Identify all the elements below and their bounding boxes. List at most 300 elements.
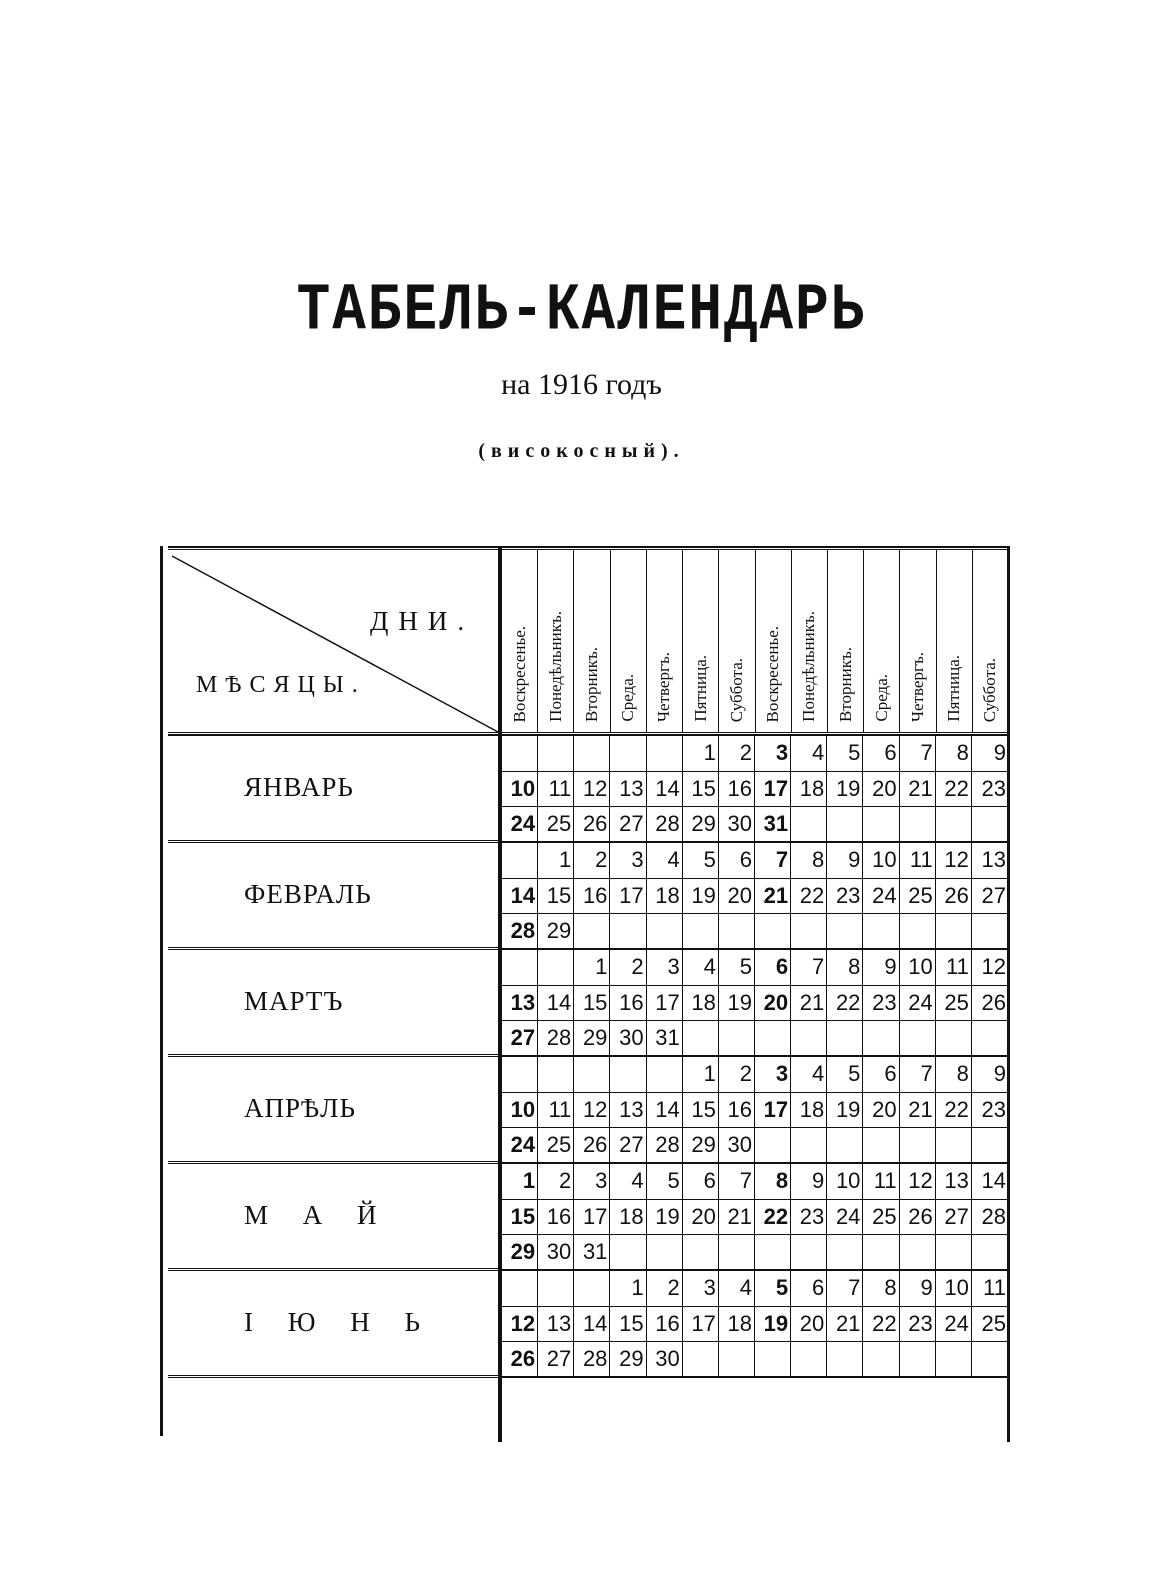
day-cell: 8 — [827, 950, 863, 986]
day-cell: 20 — [719, 879, 755, 915]
day-cell: 5 — [827, 1057, 863, 1093]
weekday-header-cell — [937, 550, 973, 732]
day-cell: 21 — [755, 879, 791, 915]
weekday-header-cell — [900, 550, 936, 732]
day-cell — [683, 1235, 719, 1271]
day-cell — [683, 914, 719, 950]
month-day-grid — [502, 950, 1008, 1057]
day-cell: 21 — [900, 772, 936, 808]
day-cell: 18 — [683, 986, 719, 1022]
day-cell: 22 — [863, 1307, 899, 1343]
day-cell — [936, 1021, 972, 1057]
day-cell: 28 — [538, 1021, 574, 1057]
day-cell: 25 — [863, 1200, 899, 1236]
day-cell: 26 — [574, 1128, 610, 1164]
weekday-label: Суббота. — [980, 657, 1000, 722]
day-cell: 14 — [647, 1093, 683, 1129]
weekday-header-cell — [647, 550, 683, 732]
month-block — [168, 1057, 1008, 1164]
day-cell: 8 — [863, 1271, 899, 1307]
day-cell: 26 — [900, 1200, 936, 1236]
day-cell — [900, 1021, 936, 1057]
day-cell: 18 — [719, 1307, 755, 1343]
day-cell: 28 — [647, 1128, 683, 1164]
day-cell: 14 — [972, 1164, 1008, 1200]
day-cell: 25 — [538, 1128, 574, 1164]
day-cell: 23 — [972, 1093, 1008, 1129]
day-cell: 6 — [683, 1164, 719, 1200]
day-cell: 8 — [936, 1057, 972, 1093]
day-cell: 8 — [791, 843, 827, 879]
day-cell: 27 — [502, 1021, 538, 1057]
day-cell: 25 — [936, 986, 972, 1022]
day-cell: 26 — [502, 1342, 538, 1378]
day-cell: 31 — [574, 1235, 610, 1271]
weekday-label: Среда. — [871, 674, 891, 722]
day-cell: 9 — [791, 1164, 827, 1200]
day-cell — [900, 1342, 936, 1378]
day-cell — [936, 914, 972, 950]
day-cell: 30 — [647, 1342, 683, 1378]
day-cell — [827, 1021, 863, 1057]
day-cell: 12 — [936, 843, 972, 879]
day-cell: 27 — [538, 1342, 574, 1378]
day-cell: 5 — [647, 1164, 683, 1200]
day-cell: 5 — [683, 843, 719, 879]
month-name: МАРТЪ — [244, 986, 344, 1016]
day-cell: 15 — [502, 1200, 538, 1236]
day-cell — [755, 1235, 791, 1271]
weekday-label: Пятница. — [690, 655, 710, 722]
day-cell: 9 — [827, 843, 863, 879]
day-cell: 17 — [755, 1093, 791, 1129]
day-cell: 24 — [502, 1128, 538, 1164]
day-cell: 6 — [863, 1057, 899, 1093]
day-cell: 12 — [900, 1164, 936, 1200]
day-cell: 26 — [574, 807, 610, 843]
day-cell: 19 — [755, 1307, 791, 1343]
day-cell: 10 — [863, 843, 899, 879]
day-cell — [972, 1342, 1008, 1378]
day-cell — [863, 807, 899, 843]
day-cell: 28 — [502, 914, 538, 950]
day-cell: 30 — [610, 1021, 646, 1057]
day-cell: 19 — [827, 1093, 863, 1129]
day-cell: 14 — [574, 1307, 610, 1343]
day-cell: 19 — [683, 879, 719, 915]
day-cell: 11 — [538, 1093, 574, 1129]
day-cell: 2 — [647, 1271, 683, 1307]
day-cell: 1 — [610, 1271, 646, 1307]
day-cell: 27 — [972, 879, 1008, 915]
day-cell — [610, 1057, 646, 1093]
day-cell: 17 — [647, 986, 683, 1022]
day-cell: 24 — [863, 879, 899, 915]
day-cell: 1 — [683, 1057, 719, 1093]
header-corner-cell — [168, 550, 502, 736]
day-cell: 15 — [574, 986, 610, 1022]
month-name: АПРѢЛЬ — [244, 1093, 356, 1123]
day-cell — [936, 1342, 972, 1378]
day-cell: 21 — [900, 1093, 936, 1129]
weekday-label: Воскресенье. — [763, 625, 783, 722]
day-cell: 18 — [647, 879, 683, 915]
day-cell — [791, 1235, 827, 1271]
day-cell — [647, 1057, 683, 1093]
day-cell — [827, 1235, 863, 1271]
day-cell: 8 — [755, 1164, 791, 1200]
day-cell: 20 — [791, 1307, 827, 1343]
day-cell: 16 — [538, 1200, 574, 1236]
month-name: ЯНВАРЬ — [244, 772, 354, 802]
day-cell: 5 — [827, 736, 863, 772]
day-cell: 9 — [863, 950, 899, 986]
day-cell — [683, 1021, 719, 1057]
month-name: I Ю Н Ь — [244, 1307, 434, 1337]
day-cell — [863, 1128, 899, 1164]
day-cell — [719, 914, 755, 950]
day-cell: 21 — [791, 986, 827, 1022]
weekday-header-cell — [574, 550, 610, 732]
day-cell — [827, 807, 863, 843]
day-cell: 27 — [936, 1200, 972, 1236]
day-cell — [574, 736, 610, 772]
day-cell — [972, 914, 1008, 950]
day-cell: 25 — [900, 879, 936, 915]
day-cell: 13 — [538, 1307, 574, 1343]
day-cell: 26 — [936, 879, 972, 915]
day-cell — [863, 1342, 899, 1378]
day-cell: 13 — [610, 1093, 646, 1129]
day-cell — [827, 1342, 863, 1378]
weekday-header-cell — [864, 550, 900, 732]
day-cell: 30 — [719, 1128, 755, 1164]
day-cell — [972, 1021, 1008, 1057]
day-cell: 29 — [610, 1342, 646, 1378]
day-cell: 1 — [683, 736, 719, 772]
day-cell: 3 — [683, 1271, 719, 1307]
day-cell: 12 — [972, 950, 1008, 986]
day-cell — [538, 736, 574, 772]
day-cell — [863, 1021, 899, 1057]
day-cell: 6 — [719, 843, 755, 879]
day-cell: 6 — [791, 1271, 827, 1307]
day-cell — [574, 1057, 610, 1093]
day-cell: 31 — [647, 1021, 683, 1057]
day-cell: 14 — [647, 772, 683, 808]
day-cell: 22 — [936, 772, 972, 808]
weekday-header-cell — [719, 550, 755, 732]
day-cell: 12 — [574, 1093, 610, 1129]
day-cell: 7 — [900, 736, 936, 772]
day-cell: 23 — [863, 986, 899, 1022]
day-cell: 5 — [719, 950, 755, 986]
day-cell: 18 — [791, 1093, 827, 1129]
day-cell — [574, 1271, 610, 1307]
month-block — [168, 950, 1008, 1057]
day-cell: 26 — [972, 986, 1008, 1022]
weekday-header-cell — [502, 550, 538, 732]
day-cell — [972, 807, 1008, 843]
day-cell: 7 — [900, 1057, 936, 1093]
days-axis-label: ДНИ. — [370, 606, 475, 636]
month-day-grid — [502, 1271, 1008, 1378]
day-cell — [502, 950, 538, 986]
day-cell: 4 — [647, 843, 683, 879]
weekday-header-cell — [828, 550, 864, 732]
day-cell — [936, 1128, 972, 1164]
day-cell — [791, 1128, 827, 1164]
day-cell: 9 — [972, 1057, 1008, 1093]
day-cell: 30 — [719, 807, 755, 843]
day-cell — [647, 914, 683, 950]
day-cell: 23 — [827, 879, 863, 915]
day-cell: 10 — [502, 1093, 538, 1129]
day-cell: 1 — [502, 1164, 538, 1200]
day-cell — [574, 914, 610, 950]
day-cell — [755, 1342, 791, 1378]
day-cell: 16 — [647, 1307, 683, 1343]
day-cell: 13 — [610, 772, 646, 808]
day-cell: 28 — [972, 1200, 1008, 1236]
day-cell: 19 — [719, 986, 755, 1022]
day-cell: 23 — [900, 1307, 936, 1343]
day-cell: 20 — [683, 1200, 719, 1236]
day-cell: 11 — [936, 950, 972, 986]
day-cell: 2 — [538, 1164, 574, 1200]
leap-year-note: (високосный). — [478, 440, 685, 462]
day-cell — [610, 1235, 646, 1271]
day-cell — [610, 914, 646, 950]
day-cell: 9 — [900, 1271, 936, 1307]
day-cell: 11 — [863, 1164, 899, 1200]
day-cell: 14 — [502, 879, 538, 915]
day-cell — [719, 1342, 755, 1378]
weekday-header-cell — [538, 550, 574, 732]
day-cell — [791, 1342, 827, 1378]
day-cell: 22 — [936, 1093, 972, 1129]
day-cell: 10 — [936, 1271, 972, 1307]
day-cell: 2 — [719, 1057, 755, 1093]
day-cell: 29 — [538, 914, 574, 950]
day-cell: 10 — [900, 950, 936, 986]
day-cell: 28 — [647, 807, 683, 843]
day-cell: 7 — [755, 843, 791, 879]
day-cell: 22 — [791, 879, 827, 915]
months-axis-label: МѢСЯЦЫ. — [196, 672, 366, 698]
day-cell: 9 — [972, 736, 1008, 772]
day-cell: 3 — [755, 1057, 791, 1093]
month-block — [168, 843, 1008, 950]
weekday-label: Четвергъ. — [908, 651, 928, 722]
day-cell: 1 — [574, 950, 610, 986]
day-cell: 1 — [538, 843, 574, 879]
month-block — [168, 1271, 1008, 1378]
day-cell: 16 — [719, 772, 755, 808]
month-block — [168, 736, 1008, 843]
calendar-table — [168, 546, 1008, 1442]
day-cell: 21 — [827, 1307, 863, 1343]
day-cell: 29 — [683, 807, 719, 843]
day-cell: 24 — [900, 986, 936, 1022]
day-cell — [719, 1235, 755, 1271]
table-left-rule — [160, 546, 163, 1436]
day-cell: 28 — [574, 1342, 610, 1378]
weekday-label: Понедѣльникъ. — [545, 611, 565, 722]
day-cell: 16 — [719, 1093, 755, 1129]
page-title: ТАБЕЛЬ-КАЛЕНДАРЬ — [296, 272, 867, 349]
corner-diagonal-line — [168, 550, 502, 736]
day-cell — [502, 843, 538, 879]
month-day-grid — [502, 843, 1008, 950]
month-block — [168, 1164, 1008, 1271]
day-cell — [827, 1128, 863, 1164]
day-cell: 17 — [683, 1307, 719, 1343]
day-cell — [900, 807, 936, 843]
day-cell: 20 — [863, 772, 899, 808]
weekday-label: Суббота. — [726, 657, 746, 722]
day-cell — [538, 950, 574, 986]
day-cell — [647, 736, 683, 772]
day-cell — [755, 1128, 791, 1164]
day-cell: 17 — [574, 1200, 610, 1236]
day-cell: 23 — [972, 772, 1008, 808]
weekday-label: Пятница. — [944, 655, 964, 722]
day-cell — [900, 914, 936, 950]
day-cell: 25 — [538, 807, 574, 843]
day-cell: 17 — [610, 879, 646, 915]
day-cell: 23 — [791, 1200, 827, 1236]
day-cell: 6 — [863, 736, 899, 772]
weekday-label: Вторникъ. — [835, 646, 855, 722]
day-cell: 16 — [610, 986, 646, 1022]
weekday-label: Вторникъ. — [582, 646, 602, 722]
day-cell: 13 — [502, 986, 538, 1022]
day-cell: 6 — [755, 950, 791, 986]
day-cell: 11 — [972, 1271, 1008, 1307]
weekday-header-row — [502, 550, 1008, 732]
day-cell: 21 — [719, 1200, 755, 1236]
day-cell — [502, 1057, 538, 1093]
day-cell — [972, 1235, 1008, 1271]
day-cell — [755, 914, 791, 950]
day-cell — [936, 1235, 972, 1271]
day-cell: 13 — [972, 843, 1008, 879]
day-cell — [827, 914, 863, 950]
day-cell: 25 — [972, 1307, 1008, 1343]
day-cell: 5 — [755, 1271, 791, 1307]
day-cell: 24 — [827, 1200, 863, 1236]
day-cell: 3 — [574, 1164, 610, 1200]
day-cell: 10 — [827, 1164, 863, 1200]
day-cell: 4 — [791, 736, 827, 772]
day-cell: 20 — [863, 1093, 899, 1129]
weekday-label: Четвергъ. — [654, 651, 674, 722]
day-cell — [900, 1235, 936, 1271]
day-cell: 24 — [502, 807, 538, 843]
day-cell: 29 — [502, 1235, 538, 1271]
day-cell: 15 — [538, 879, 574, 915]
weekday-header-cell — [611, 550, 647, 732]
day-cell: 3 — [755, 736, 791, 772]
day-cell: 19 — [647, 1200, 683, 1236]
weekday-header-cell — [683, 550, 719, 732]
day-cell: 4 — [683, 950, 719, 986]
day-cell: 19 — [827, 772, 863, 808]
month-day-grid — [502, 1057, 1008, 1164]
day-cell: 29 — [683, 1128, 719, 1164]
day-cell: 7 — [791, 950, 827, 986]
day-cell — [900, 1128, 936, 1164]
month-separator-rule — [168, 1375, 498, 1378]
day-cell — [936, 807, 972, 843]
day-cell: 3 — [610, 843, 646, 879]
day-cell: 7 — [827, 1271, 863, 1307]
day-cell — [502, 1271, 538, 1307]
day-cell: 4 — [610, 1164, 646, 1200]
day-cell: 7 — [719, 1164, 755, 1200]
day-cell: 18 — [791, 772, 827, 808]
page-subtitle: на 1916 годъ — [501, 368, 662, 401]
day-cell: 31 — [755, 807, 791, 843]
day-cell: 22 — [827, 986, 863, 1022]
weekday-label: Воскресенье. — [509, 625, 529, 722]
day-cell: 15 — [683, 772, 719, 808]
day-cell: 11 — [538, 772, 574, 808]
day-cell: 18 — [610, 1200, 646, 1236]
day-cell: 27 — [610, 1128, 646, 1164]
day-cell: 20 — [755, 986, 791, 1022]
weekday-header-cell — [792, 550, 828, 732]
day-cell: 24 — [936, 1307, 972, 1343]
day-cell: 8 — [936, 736, 972, 772]
day-cell: 12 — [502, 1307, 538, 1343]
day-cell — [647, 1235, 683, 1271]
day-cell — [791, 1021, 827, 1057]
weekday-label: Среда. — [618, 674, 638, 722]
day-cell — [791, 914, 827, 950]
day-cell: 2 — [574, 843, 610, 879]
day-cell: 14 — [538, 986, 574, 1022]
month-day-grid — [502, 736, 1008, 843]
day-cell — [719, 1021, 755, 1057]
day-cell: 10 — [502, 772, 538, 808]
day-cell: 12 — [574, 772, 610, 808]
day-cell: 2 — [719, 736, 755, 772]
day-cell — [502, 736, 538, 772]
day-cell — [610, 736, 646, 772]
day-cell: 11 — [900, 843, 936, 879]
month-name: ФЕВРАЛЬ — [244, 879, 372, 909]
weekday-header-cell — [756, 550, 792, 732]
day-cell — [972, 1128, 1008, 1164]
day-cell: 16 — [574, 879, 610, 915]
day-cell: 15 — [683, 1093, 719, 1129]
day-cell: 30 — [538, 1235, 574, 1271]
weekday-label: Понедѣльникъ. — [799, 611, 819, 722]
day-cell — [538, 1271, 574, 1307]
day-cell — [683, 1342, 719, 1378]
day-cell — [791, 807, 827, 843]
day-cell — [863, 914, 899, 950]
day-cell: 2 — [610, 950, 646, 986]
day-cell — [863, 1235, 899, 1271]
weekday-header-cell — [973, 550, 1008, 732]
day-cell — [538, 1057, 574, 1093]
day-cell: 4 — [791, 1057, 827, 1093]
day-cell: 13 — [936, 1164, 972, 1200]
day-cell: 22 — [755, 1200, 791, 1236]
